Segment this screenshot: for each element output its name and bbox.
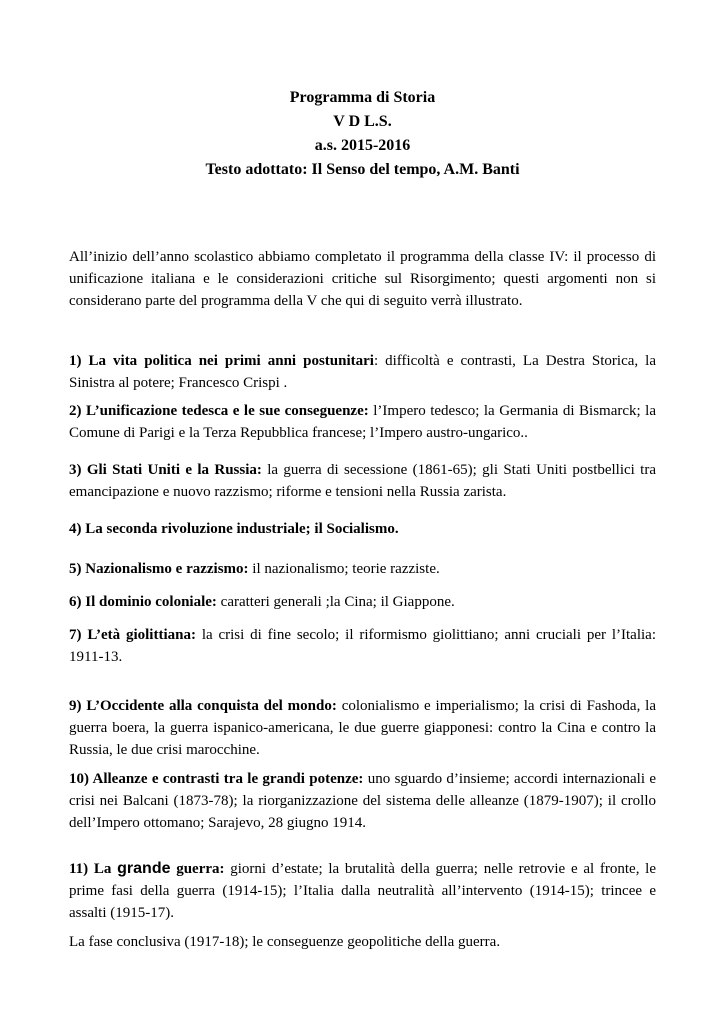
section-heading: 5) Nazionalismo e razzismo: [69, 561, 249, 577]
intro-paragraph: All’inizio dell’anno scolastico abbiamo completato il programma della classe IV: il processo di unificazione italiana e le considerazioni critiche sul Risorgimento; questi argomenti non si considerano parte del programma della V che qui di seguito verrà illustrato. [69, 249, 656, 309]
section-heading: 4) La seconda rivoluzione industriale; il Socialismo. [69, 521, 399, 537]
section-heading: 2) L’unificazione tedesca e le sue conseguenze: [69, 403, 369, 419]
section-2 [69, 400, 656, 444]
section-5 [69, 558, 656, 580]
school-year: a.s. 2015-2016 [314, 137, 411, 154]
section-heading: 10) Alleanze e contrasti tra le grandi potenze: [69, 771, 364, 787]
section-heading: 6) Il dominio coloniale: [69, 594, 217, 610]
section-heading: 9) L’Occidente alla conquista del mondo: [69, 698, 337, 714]
textbook-line: Testo adottato: Il Senso del tempo, A.M. Banti [205, 161, 520, 178]
section-text: colonialismo e imperialismo; la crisi di Fashoda, la guerra boera, la guerra ispanico-americana, le due guerre giapponesi: contro la Cina e contro la Russia, le due crisi marocchine. [69, 698, 656, 758]
section-text: giorni d’estate; la brutalità della guerra; nelle retrovie e al fronte, le prime fasi della guerra (1914-15); l’Italia dalla neutralità all’intervento (1914-15); trincee e assalti (1915-17). [69, 861, 657, 921]
section-heading-prefix: 11) La [69, 861, 118, 877]
document-header [0, 86, 725, 182]
section-7 [69, 624, 656, 668]
section-9 [69, 695, 656, 761]
section-text: la guerra di secessione (1861-65); gli Stati Uniti postbellici tra emancipazione e nuovo razzismo; riforme e tensioni nella Russia zarista. [69, 462, 656, 500]
document-title: Programma di Storia [289, 89, 436, 106]
section-text: l’Impero tedesco; la Germania di Bismarck; la Comune di Parigi e la Terza Repubblica francese; l’Impero austro-ungarico.. [69, 403, 656, 441]
section-text: caratteri generali ;la Cina; il Giappone. [216, 594, 455, 610]
closing-paragraph: La fase conclusiva (1917-18); le conseguenze geopolitiche della guerra. [69, 934, 501, 950]
section-heading: 7) L’età giolittiana: [69, 627, 196, 643]
section-4 [69, 518, 656, 540]
section-heading-sans-word: grande [117, 860, 171, 877]
section-11 [69, 858, 656, 924]
section-1 [69, 350, 656, 394]
class-label: V D L.S. [333, 113, 392, 130]
section-10 [69, 768, 656, 834]
section-text: la crisi di fine secolo; il riformismo giolittiano; anni cruciali per l’Italia: 1911-13. [69, 627, 656, 665]
section-text: uno sguardo d’insieme; accordi internazionali e crisi nei Balcani (1873-78); la riorganizzazione del sistema delle alleanze (1879-1907); il crollo dell’Impero ottomano; Sarajevo, 28 giugno 1914. [69, 771, 656, 831]
section-6 [69, 591, 656, 613]
section-heading: 1) La vita politica nei primi anni postunitari [69, 353, 374, 369]
section-text: : difficoltà e contrasti, La Destra Storica, la Sinistra al potere; Francesco Crispi . [69, 353, 657, 391]
section-text: il nazionalismo; teorie razziste. [248, 561, 440, 577]
section-heading: 3) Gli Stati Uniti e la Russia: [69, 462, 262, 478]
section-heading-rest: guerra: [170, 861, 225, 877]
section-3 [69, 459, 656, 503]
